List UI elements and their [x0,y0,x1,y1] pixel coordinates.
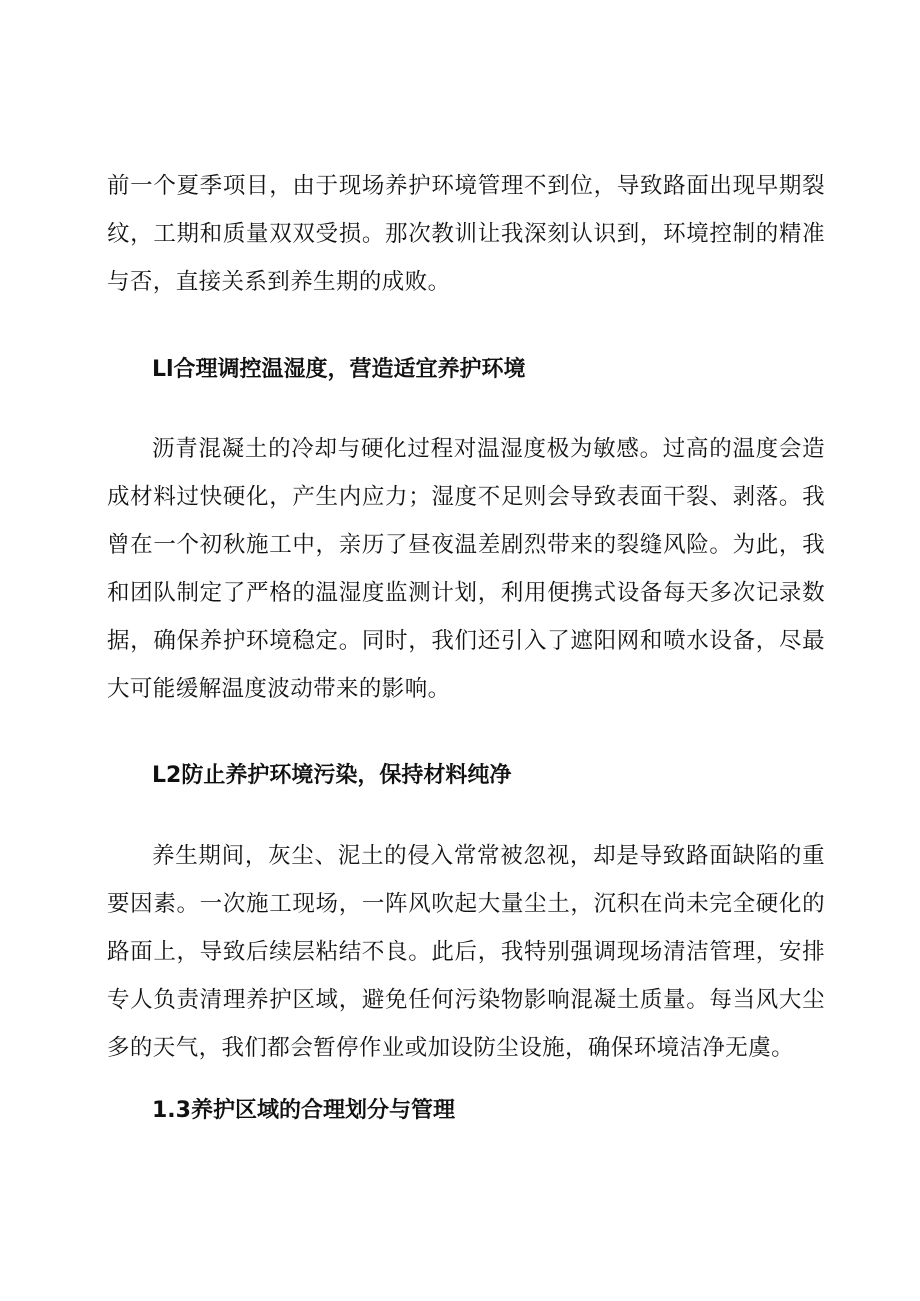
section-heading-1-3: 1.3养护区域的合理划分与管理 [152,1098,455,1123]
section-1-2-paragraph: 养生期间，灰尘、泥土的侵入常常被忽视，却是导致路面缺陷的重要因素。一次施工现场，一阵风吹起大量尘土，沉积在尚未完全硬化的路面上，导致后续层粘结不良。此后，我特别强调现场清洁管理，安排专人负责清理养护区域，避免任何污染物影响混凝土质量。每当风大尘多的天气，我们都会暂停作业或加设防尘设施，确保环境洁净无虞。 [107,843,825,1061]
section-heading-1-1: Ll合理调控温湿度，营造适宜养护环境 [152,357,526,382]
section-heading-1-2: L2防止养护环境污染，保持材料纯净 [152,763,512,788]
intro-paragraph: 前一个夏季项目，由于现场养护环境管理不到位，导致路面出现早期裂纹，工期和质量双双受损。那次教训让我深刻认识到，环境控制的精准与否，直接关系到养生期的成败。 [107,173,825,295]
section-1-1-paragraph: 沥青混凝土的冷却与硬化过程对温湿度极为敏感。过高的温度会造成材料过快硬化，产生内应力；湿度不足则会导致表面干裂、剥落。我曾在一个初秋施工中，亲历了昼夜温差剧烈带来的裂缝风险。为此，我和团队制定了严格的温湿度监测计划，利用便携式设备每天多次记录数据，确保养护环境稳定。同时，我们还引入了遮阳网和喷水设备，尽最大可能缓解温度波动带来的影响。 [107,436,825,702]
